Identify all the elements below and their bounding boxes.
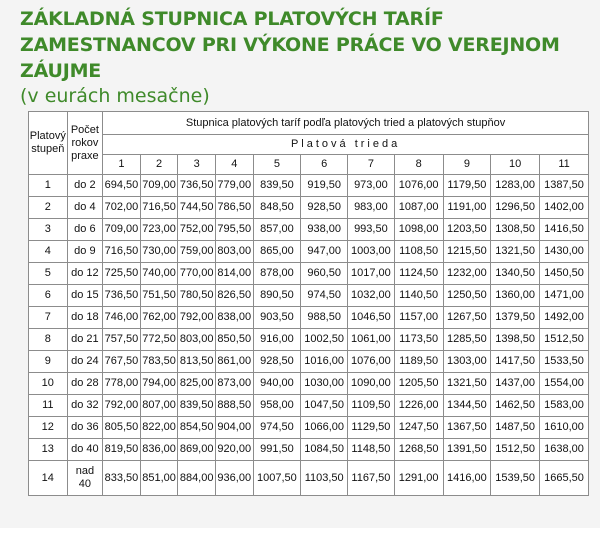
- tariff-cell: 794,00: [140, 373, 178, 395]
- tariff-cell: 1157,00: [394, 307, 443, 329]
- table-row: [29, 307, 589, 329]
- class-number-header: 11: [540, 155, 589, 175]
- tariff-cell: 839,50: [178, 395, 216, 417]
- tariff-cell: 1471,00: [540, 285, 589, 307]
- tariff-cell: 1321,50: [443, 373, 491, 395]
- tariff-cell: 762,00: [140, 307, 178, 329]
- practice-cell: do 9: [67, 241, 103, 263]
- table-row: [29, 351, 589, 373]
- grade-cell: 9: [29, 351, 68, 373]
- heading: [20, 6, 590, 108]
- tariff-cell: 1387,50: [540, 175, 589, 197]
- tariff-cell: 974,50: [253, 417, 301, 439]
- class-number-row: [29, 155, 589, 175]
- tariff-cell: 716,50: [103, 241, 141, 263]
- tariff-cell: 993,50: [348, 219, 395, 241]
- table-row: [29, 395, 589, 417]
- scale-span-header: Stupnica platových taríf podľa platových tried a platových stupňov: [103, 112, 589, 135]
- tariff-cell: 1179,50: [443, 175, 491, 197]
- grade-cell: 12: [29, 417, 68, 439]
- tariff-cell: 1450,50: [540, 263, 589, 285]
- practice-cell: do 6: [67, 219, 103, 241]
- tariff-cell: 795,50: [215, 219, 253, 241]
- tariff-cell: 1268,50: [394, 439, 443, 461]
- practice-cell: do 18: [67, 307, 103, 329]
- tariff-cell: 744,50: [178, 197, 216, 219]
- tariff-cell: 1016,00: [301, 351, 348, 373]
- class-number-header: 8: [394, 155, 443, 175]
- tariff-cell: 1416,50: [540, 219, 589, 241]
- tariff-cell: 857,00: [253, 219, 301, 241]
- salary-table: [28, 111, 589, 496]
- tariff-cell: 767,50: [103, 351, 141, 373]
- tariff-cell: 792,00: [103, 395, 141, 417]
- practice-cell: nad 40: [67, 461, 103, 496]
- table-row: [29, 197, 589, 219]
- tariff-cell: 904,00: [215, 417, 253, 439]
- tariff-cell: 740,00: [140, 263, 178, 285]
- practice-cell: do 28: [67, 373, 103, 395]
- tariff-cell: 1417,50: [491, 351, 540, 373]
- tariff-cell: 854,50: [178, 417, 216, 439]
- page-title: ZÁKLADNÁ STUPNICA PLATOVÝCH TARÍF ZAMESTNANCOV PRI VÝKONE PRÁCE VO VEREJNOM ZÁUJME: [20, 8, 560, 82]
- tariff-cell: 1108,50: [394, 241, 443, 263]
- tariff-cell: 770,00: [178, 263, 216, 285]
- practice-cell: do 12: [67, 263, 103, 285]
- class-number-header: 5: [253, 155, 301, 175]
- tariff-cell: 916,00: [253, 329, 301, 351]
- tariff-cell: 723,00: [140, 219, 178, 241]
- grade-cell: 4: [29, 241, 68, 263]
- tariff-cell: 752,00: [178, 219, 216, 241]
- tariff-cell: 736,50: [103, 285, 141, 307]
- tariff-cell: 1308,50: [491, 219, 540, 241]
- tariff-cell: 878,00: [253, 263, 301, 285]
- tariff-cell: 1379,50: [491, 307, 540, 329]
- class-number-header: 3: [178, 155, 216, 175]
- tariff-cell: 819,50: [103, 439, 141, 461]
- tariff-cell: 958,00: [253, 395, 301, 417]
- table-row: [29, 263, 589, 285]
- grade-cell: 5: [29, 263, 68, 285]
- tariff-cell: 1003,00: [348, 241, 395, 263]
- tariff-cell: 716,50: [140, 197, 178, 219]
- tariff-cell: 988,50: [301, 307, 348, 329]
- tariff-cell: 1167,50: [348, 461, 395, 496]
- tariff-cell: 1512,50: [491, 439, 540, 461]
- tariff-cell: 1076,00: [394, 175, 443, 197]
- tariff-cell: 1148,50: [348, 439, 395, 461]
- tariff-cell: 1344,50: [443, 395, 491, 417]
- table-row: [29, 417, 589, 439]
- tariff-cell: 850,50: [215, 329, 253, 351]
- tariff-cell: 1250,50: [443, 285, 491, 307]
- class-number-header: 1: [103, 155, 141, 175]
- tariff-cell: 1487,50: [491, 417, 540, 439]
- tariff-cell: 1191,00: [443, 197, 491, 219]
- tariff-cell: 779,00: [215, 175, 253, 197]
- tariff-cell: 940,00: [253, 373, 301, 395]
- practice-cell: do 4: [67, 197, 103, 219]
- tariff-cell: 983,00: [348, 197, 395, 219]
- bottom-bar: [0, 528, 600, 537]
- tariff-cell: 694,50: [103, 175, 141, 197]
- tariff-cell: 814,00: [215, 263, 253, 285]
- tariff-cell: 960,50: [301, 263, 348, 285]
- tariff-cell: 1402,00: [540, 197, 589, 219]
- grade-cell: 2: [29, 197, 68, 219]
- tariff-cell: 1437,00: [491, 373, 540, 395]
- grade-cell: 14: [29, 461, 68, 496]
- tariff-cell: 772,50: [140, 329, 178, 351]
- tariff-cell: 861,00: [215, 351, 253, 373]
- table-row: [29, 219, 589, 241]
- tariff-cell: 1129,50: [348, 417, 395, 439]
- tariff-cell: 1492,00: [540, 307, 589, 329]
- tariff-cell: 709,00: [140, 175, 178, 197]
- table-row: [29, 175, 589, 197]
- tariff-cell: 792,00: [178, 307, 216, 329]
- class-span-header: Platová trieda: [103, 135, 589, 155]
- tariff-cell: 825,00: [178, 373, 216, 395]
- grade-cell: 8: [29, 329, 68, 351]
- tariff-cell: 884,00: [178, 461, 216, 496]
- tariff-cell: 1017,00: [348, 263, 395, 285]
- tariff-cell: 1638,00: [540, 439, 589, 461]
- tariff-cell: 757,50: [103, 329, 141, 351]
- practice-cell: do 21: [67, 329, 103, 351]
- tariff-cell: 1032,00: [348, 285, 395, 307]
- tariff-cell: 807,00: [140, 395, 178, 417]
- tariff-cell: 1285,50: [443, 329, 491, 351]
- tariff-cell: 1061,00: [348, 329, 395, 351]
- tariff-cell: 803,00: [215, 241, 253, 263]
- tariff-cell: 1416,00: [443, 461, 491, 496]
- grade-cell: 11: [29, 395, 68, 417]
- table-row: [29, 461, 589, 496]
- tariff-cell: 1066,00: [301, 417, 348, 439]
- tariff-cell: 725,50: [103, 263, 141, 285]
- tariff-cell: 1189,50: [394, 351, 443, 373]
- tariff-cell: 786,50: [215, 197, 253, 219]
- table-row: [29, 285, 589, 307]
- tariff-cell: 1610,00: [540, 417, 589, 439]
- tariff-cell: 833,50: [103, 461, 141, 496]
- class-number-header: 7: [348, 155, 395, 175]
- tariff-cell: 973,00: [348, 175, 395, 197]
- tariff-cell: 848,50: [253, 197, 301, 219]
- tariff-cell: 1203,50: [443, 219, 491, 241]
- tariff-cell: 838,00: [215, 307, 253, 329]
- practice-cell: do 40: [67, 439, 103, 461]
- grade-cell: 7: [29, 307, 68, 329]
- practice-cell: do 2: [67, 175, 103, 197]
- tariff-cell: 1539,50: [491, 461, 540, 496]
- tariff-cell: 746,00: [103, 307, 141, 329]
- tariff-cell: 839,50: [253, 175, 301, 197]
- tariff-cell: 1215,50: [443, 241, 491, 263]
- practice-cell: do 32: [67, 395, 103, 417]
- tariff-cell: 805,50: [103, 417, 141, 439]
- tariff-cell: 851,00: [140, 461, 178, 496]
- tariff-cell: 1090,00: [348, 373, 395, 395]
- tariff-cell: 836,00: [140, 439, 178, 461]
- tariff-cell: 928,50: [253, 351, 301, 373]
- tariff-cell: 1296,50: [491, 197, 540, 219]
- tariff-cell: 974,50: [301, 285, 348, 307]
- table-row: [29, 439, 589, 461]
- tariff-cell: 822,00: [140, 417, 178, 439]
- tariff-cell: 780,50: [178, 285, 216, 307]
- practice-column-header: Počet rokov praxe: [67, 112, 103, 175]
- tariff-cell: 783,50: [140, 351, 178, 373]
- tariff-cell: 919,50: [301, 175, 348, 197]
- grade-column-header: Platový stupeň: [29, 112, 68, 175]
- table-body: [29, 175, 589, 496]
- tariff-cell: 759,00: [178, 241, 216, 263]
- tariff-cell: 1533,50: [540, 351, 589, 373]
- tariff-cell: 928,50: [301, 197, 348, 219]
- grade-cell: 13: [29, 439, 68, 461]
- table-row: [29, 241, 589, 263]
- tariff-cell: 751,50: [140, 285, 178, 307]
- tariff-cell: 1173,50: [394, 329, 443, 351]
- tariff-cell: 813,50: [178, 351, 216, 373]
- tariff-cell: 1462,50: [491, 395, 540, 417]
- tariff-cell: 1046,50: [348, 307, 395, 329]
- tariff-cell: 1321,50: [491, 241, 540, 263]
- tariff-cell: 1205,50: [394, 373, 443, 395]
- class-number-header: 6: [301, 155, 348, 175]
- tariff-cell: 903,50: [253, 307, 301, 329]
- tariff-cell: 1398,50: [491, 329, 540, 351]
- tariff-cell: 1103,50: [301, 461, 348, 496]
- tariff-cell: 873,00: [215, 373, 253, 395]
- tariff-cell: 1047,50: [301, 395, 348, 417]
- class-number-header: 9: [443, 155, 491, 175]
- tariff-cell: 778,00: [103, 373, 141, 395]
- grade-cell: 10: [29, 373, 68, 395]
- tariff-cell: 736,50: [178, 175, 216, 197]
- tariff-cell: 1283,00: [491, 175, 540, 197]
- tariff-cell: 803,00: [178, 329, 216, 351]
- tariff-cell: 1512,50: [540, 329, 589, 351]
- tariff-cell: 730,00: [140, 241, 178, 263]
- practice-cell: do 36: [67, 417, 103, 439]
- tariff-cell: 1291,00: [394, 461, 443, 496]
- tariff-cell: 1391,50: [443, 439, 491, 461]
- tariff-cell: 938,00: [301, 219, 348, 241]
- tariff-cell: 1002,50: [301, 329, 348, 351]
- tariff-cell: 1430,00: [540, 241, 589, 263]
- tariff-cell: 947,00: [301, 241, 348, 263]
- table-row: [29, 373, 589, 395]
- class-number-header: 4: [215, 155, 253, 175]
- tariff-cell: 865,00: [253, 241, 301, 263]
- tariff-cell: 888,50: [215, 395, 253, 417]
- tariff-cell: 1076,00: [348, 351, 395, 373]
- table-row: [29, 329, 589, 351]
- tariff-cell: 1665,50: [540, 461, 589, 496]
- tariff-cell: 1267,50: [443, 307, 491, 329]
- tariff-cell: 1247,50: [394, 417, 443, 439]
- tariff-cell: 1367,50: [443, 417, 491, 439]
- tariff-cell: 991,50: [253, 439, 301, 461]
- tariff-cell: 1087,00: [394, 197, 443, 219]
- tariff-cell: 1554,00: [540, 373, 589, 395]
- tariff-cell: 1226,00: [394, 395, 443, 417]
- tariff-cell: 1140,50: [394, 285, 443, 307]
- practice-cell: do 24: [67, 351, 103, 373]
- tariff-cell: 826,50: [215, 285, 253, 307]
- tariff-cell: 1360,00: [491, 285, 540, 307]
- tariff-cell: 936,00: [215, 461, 253, 496]
- tariff-cell: 1340,50: [491, 263, 540, 285]
- grade-cell: 3: [29, 219, 68, 241]
- tariff-cell: 1303,00: [443, 351, 491, 373]
- practice-cell: do 15: [67, 285, 103, 307]
- class-number-header: 10: [491, 155, 540, 175]
- tariff-cell: 1109,50: [348, 395, 395, 417]
- tariff-cell: 709,00: [103, 219, 141, 241]
- tariff-cell: 702,00: [103, 197, 141, 219]
- class-number-header: 2: [140, 155, 178, 175]
- tariff-cell: 1232,00: [443, 263, 491, 285]
- tariff-cell: 920,00: [215, 439, 253, 461]
- tariff-cell: 1084,50: [301, 439, 348, 461]
- grade-cell: 6: [29, 285, 68, 307]
- tariff-cell: 869,00: [178, 439, 216, 461]
- tariff-cell: 1583,00: [540, 395, 589, 417]
- grade-cell: 1: [29, 175, 68, 197]
- page-subtitle: (v eurách mesačne): [20, 85, 210, 107]
- tariff-cell: 1124,50: [394, 263, 443, 285]
- tariff-cell: 1030,00: [301, 373, 348, 395]
- tariff-cell: 890,50: [253, 285, 301, 307]
- tariff-cell: 1098,00: [394, 219, 443, 241]
- tariff-cell: 1007,50: [253, 461, 301, 496]
